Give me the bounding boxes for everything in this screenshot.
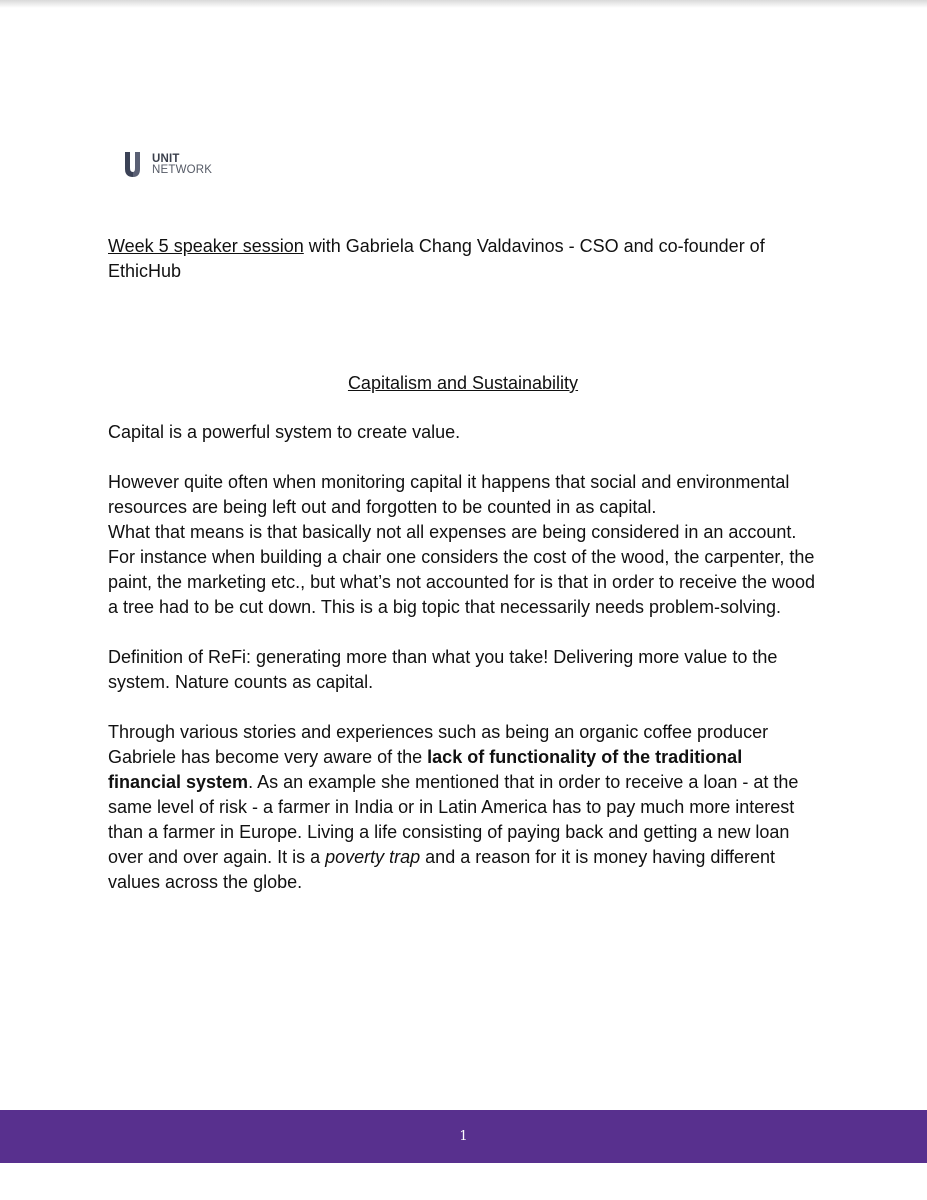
unit-network-logo <box>122 148 212 182</box>
paragraph-monitoring: However quite often when monitoring capital it happens that social and environmental resources are being left out and forgotten to be counted in as capital. <box>108 472 790 517</box>
paragraph-refi-definition: Definition of ReFi: generating more than what you take! Delivering more value to the system. Nature counts as capital. <box>108 647 778 692</box>
paragraph-expenses: What that means is that basically not all expenses are being considered in an account. For instance when building a chair one considers the cost of the wood, the carpenter, the paint, the marketing etc., but what’s not accounted for is that in order to receive the wood a tree had to be cut down. This is a big topic that necessarily needs problem-solving. <box>108 522 816 617</box>
p5-part2: . As an example she mentioned that in order to receive a loan - at the same level of risk - a farmer in India or in Latin America has to pay much more interest than a farmer in Europe. Living a life consisting of paying back and getting a new loan over and over again. It is a <box>108 772 799 867</box>
p5-bold: lack of functionality of the traditional financial system <box>108 747 743 792</box>
page-top-shadow <box>0 0 927 8</box>
unit-network-logo-icon <box>122 150 146 180</box>
page-footer <box>0 1110 927 1163</box>
p5-italic: poverty trap <box>325 847 421 867</box>
p5-part1: Through various stories and experiences such as being an organic coffee producer Gabriele has become very aware of the <box>108 722 769 767</box>
section-heading: Capitalism and Sustainability <box>347 373 579 393</box>
bottom-margin <box>0 1163 927 1200</box>
intro-rest: with Gabriela Chang Valdavinos - CSO and co-founder of EthicHub <box>108 236 765 281</box>
p5-part3: and a reason for it is money having different values across the globe. <box>108 847 776 892</box>
speaker-session-link[interactable]: Week 5 speaker session <box>108 236 304 256</box>
document-body <box>108 234 818 895</box>
paragraph-capital: Capital is a powerful system to create value. <box>108 422 461 442</box>
logo-wordmark <box>152 154 212 176</box>
intro-line <box>108 234 818 284</box>
paragraph-financial-system <box>108 720 818 895</box>
logo-line-network: NETWORK <box>152 164 213 176</box>
logo-line-unit: UNIT <box>152 153 180 165</box>
page-number: 1 <box>459 1129 468 1144</box>
